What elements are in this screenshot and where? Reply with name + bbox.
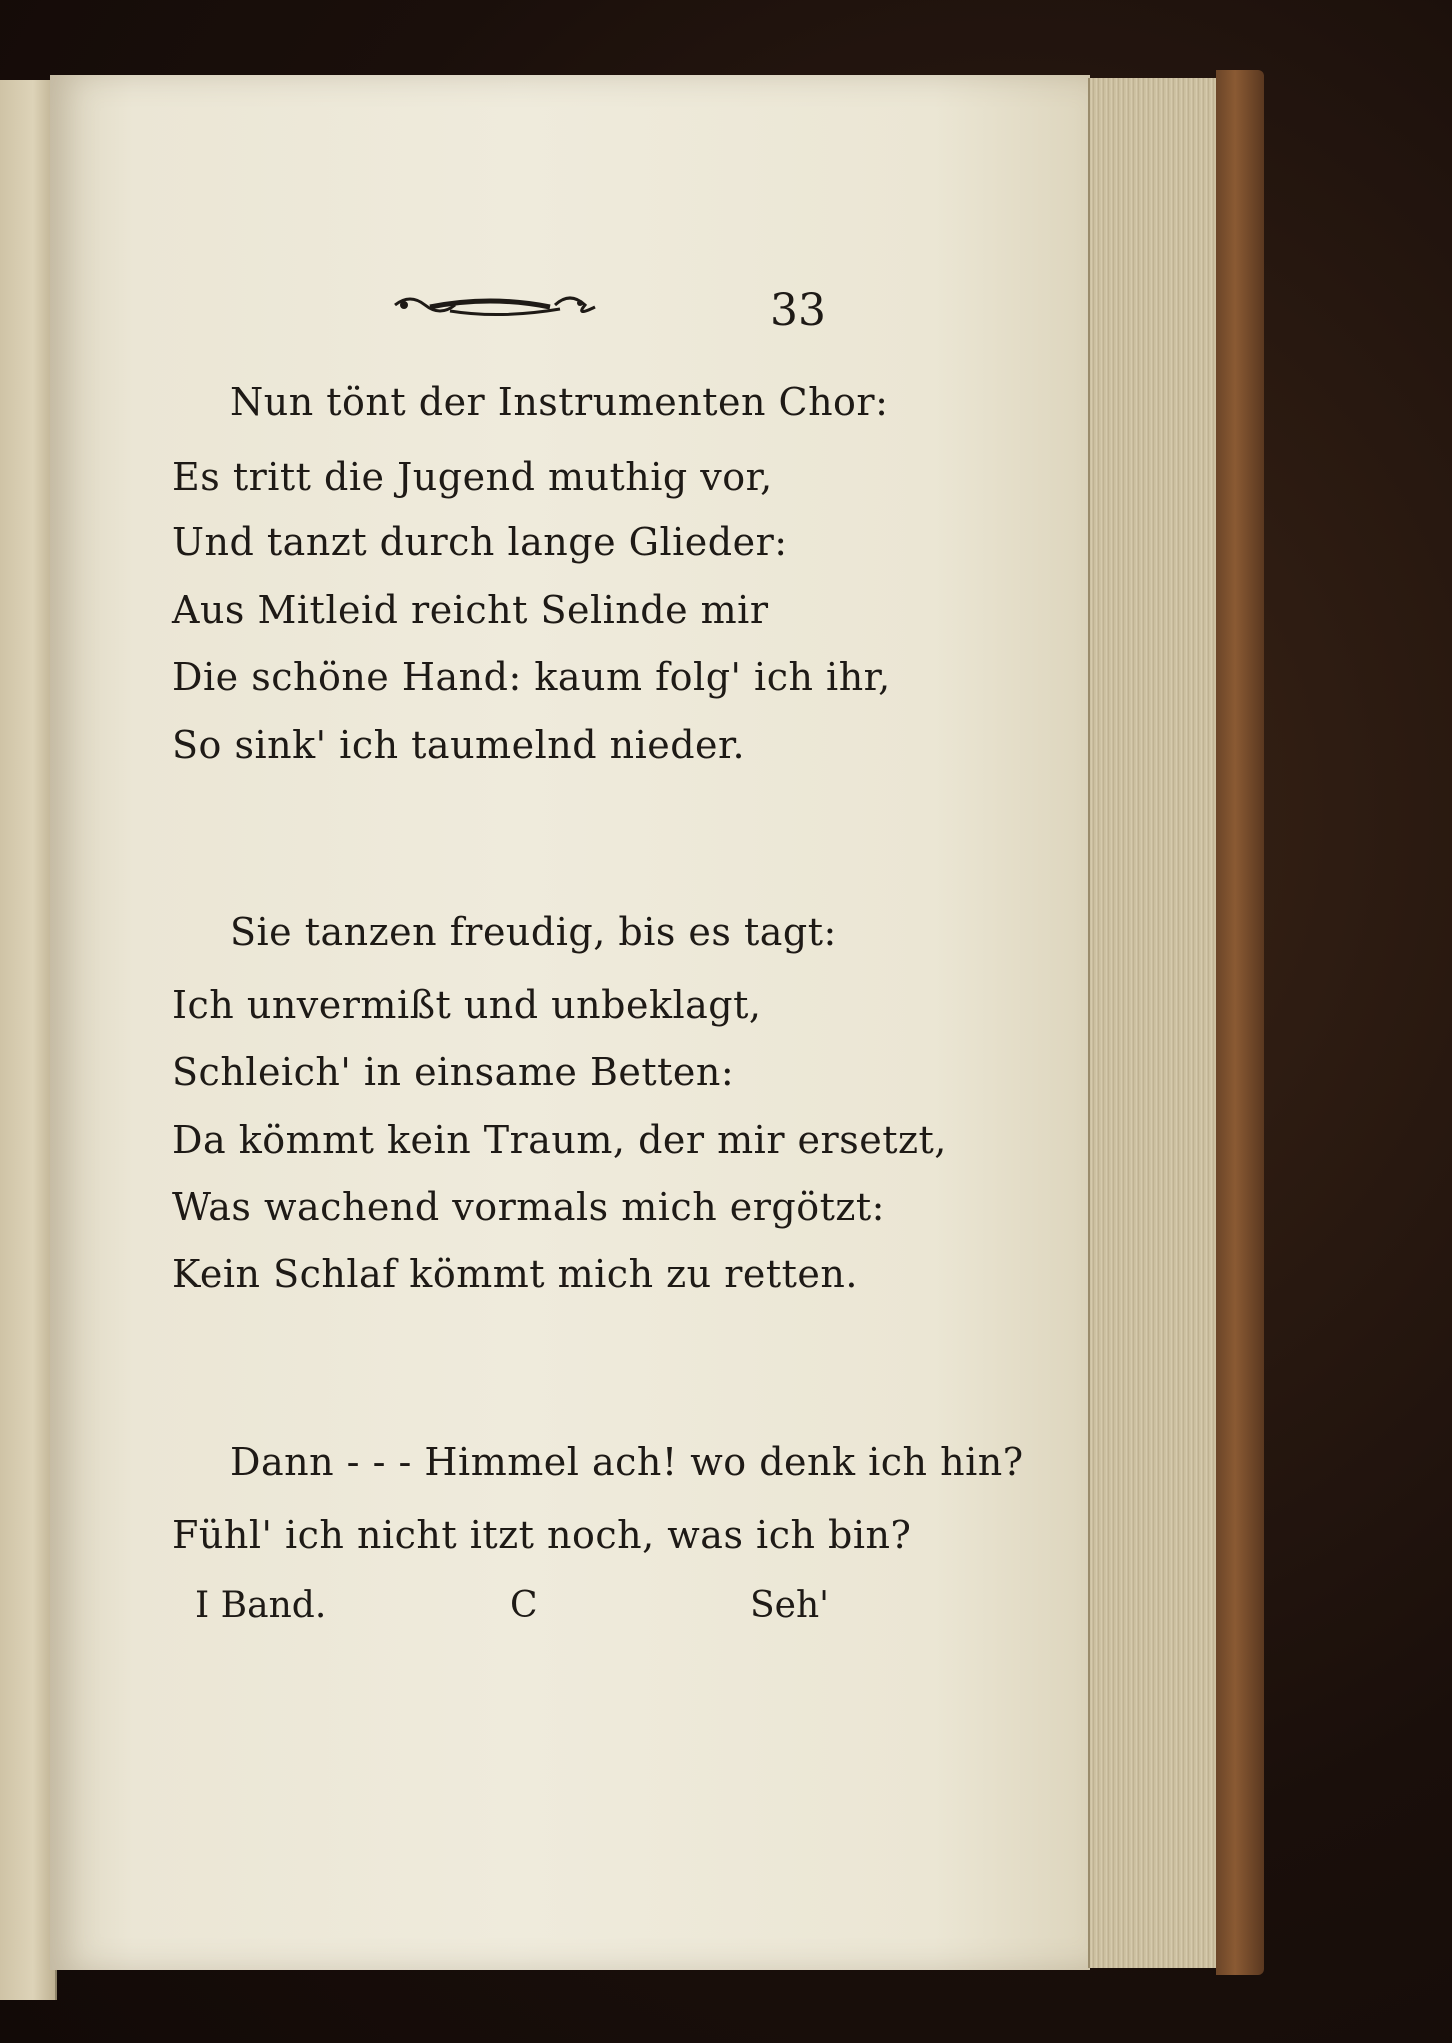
verse-line: Was wachend vormals mich ergötzt: (172, 1185, 885, 1229)
decorative-flourish-icon (390, 285, 600, 325)
verse-line: Sie tanzen freudig, bis es tagt: (230, 910, 837, 954)
verse-line: Da kömmt kein Traum, der mir ersetzt, (172, 1118, 947, 1162)
volume-label: I Band. (195, 1585, 327, 1626)
verse-line: Die schöne Hand: kaum folg' ich ihr, (172, 655, 891, 699)
verse-line: Nun tönt der Instrumenten Chor: (230, 380, 889, 424)
catchword: Seh' (750, 1585, 830, 1626)
verse-line: Schleich' in einsame Betten: (172, 1050, 735, 1094)
verse-line: Es tritt die Jugend muthig vor, (172, 455, 773, 499)
verse-line: Kein Schlaf kömmt mich zu retten. (172, 1252, 858, 1296)
verse-line: Dann - - - Himmel ach! wo denk ich hin? (230, 1440, 1024, 1484)
verse-line: Ich unvermißt und unbeklagt, (172, 983, 762, 1027)
signature-mark: C (510, 1585, 538, 1626)
verse-line: Fühl' ich nicht itzt noch, was ich bin? (172, 1513, 912, 1557)
verse-line: Aus Mitleid reicht Selinde mir (172, 588, 769, 632)
verse-line: So sink' ich taumelnd nieder. (172, 723, 746, 767)
verse-line: Und tanzt durch lange Glieder: (172, 520, 788, 564)
page-number: 33 (770, 285, 826, 336)
